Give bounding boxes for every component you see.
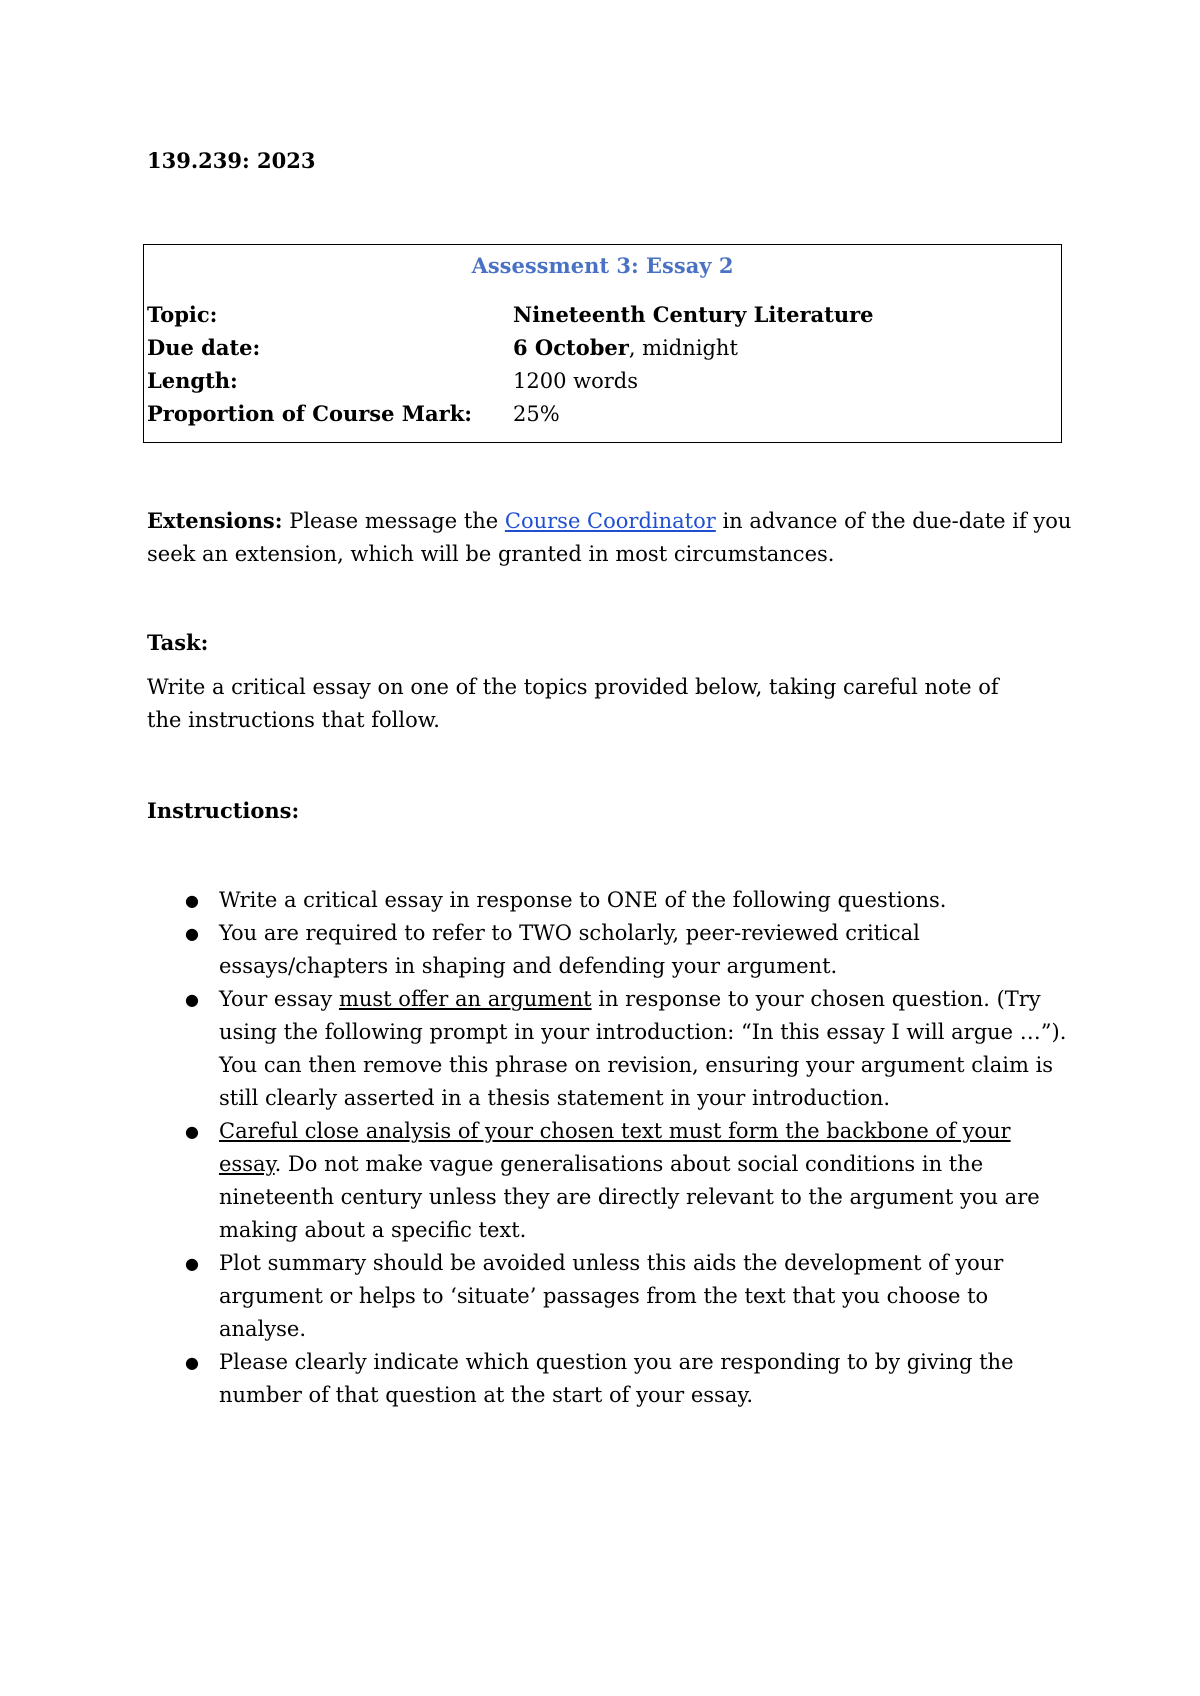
extensions-paragraph: Extensions: Please message the Course Coordinator in advance of the due-date if you seek an extension, which will be granted in most circumstances.: [147, 508, 1072, 566]
assessment-row-due-date: [147, 331, 1061, 364]
task-paragraph: Write a critical essay on one of the topics provided below, taking careful note of the instructions that follow.: [147, 675, 999, 732]
bullet-icon: ●: [185, 891, 199, 910]
bullet-icon: ●: [185, 1353, 199, 1372]
row-value: 25%: [513, 402, 560, 426]
instructions-heading: Instructions:: [147, 798, 300, 823]
assessment-row-topic: [147, 298, 1061, 331]
row-label: Proportion of Course Mark:: [147, 401, 472, 426]
list-item: ● Careful close analysis of your chosen text must form the backbone of your essay. Do not make vague generalisations about social conditions in the nineteenth century unless they are directly relevant to the argument you are making about a specific text.: [147, 1115, 1067, 1247]
list-item: ● Write a critical essay in response to ONE of the following questions.: [147, 884, 1067, 917]
row-label: Due date:: [147, 335, 261, 360]
course-coordinator-link[interactable]: Course Coordinator: [504, 509, 716, 533]
list-item: ● Your essay must offer an argument in response to your chosen question. (Try using the following prompt in your introduction: “In this essay I will argue …”). You can then remove this phrase on revision, ensuring your argument claim is still clearly asserted in a thesis statement in your introduction.: [147, 983, 1067, 1115]
bullet-icon: ●: [185, 924, 199, 943]
bullet-icon: ●: [185, 1254, 199, 1273]
extensions-label: Extensions:: [147, 508, 283, 533]
row-value: 6 October, midnight: [513, 335, 738, 360]
course-code: 139.239: 2023: [147, 148, 316, 173]
bullet-icon: ●: [185, 990, 199, 1009]
task-heading: Task:: [147, 630, 209, 655]
row-value: Nineteenth Century Literature: [513, 302, 874, 327]
list-item: ● Plot summary should be avoided unless this aids the development of your argument or helps to ‘situate’ passages from the text that you choose to analyse.: [147, 1247, 1067, 1346]
row-label: Topic:: [147, 302, 218, 327]
assessment-row-length: [147, 364, 1061, 397]
instructions-list: [147, 884, 1067, 1412]
bullet-icon: ●: [185, 1122, 199, 1141]
assessment-row-proportion: [147, 397, 1061, 430]
row-label: Length:: [147, 368, 238, 393]
assessment-summary-box: [143, 244, 1062, 443]
list-item: ● Please clearly indicate which question you are responding to by giving the number of that question at the start of your essay.: [147, 1346, 1067, 1412]
list-item: ● You are required to refer to TWO scholarly, peer-reviewed critical essays/chapters in shaping and defending your argument.: [147, 917, 1067, 983]
row-value: 1200 words: [513, 369, 638, 393]
assessment-title: Assessment 3: Essay 2: [471, 253, 734, 278]
